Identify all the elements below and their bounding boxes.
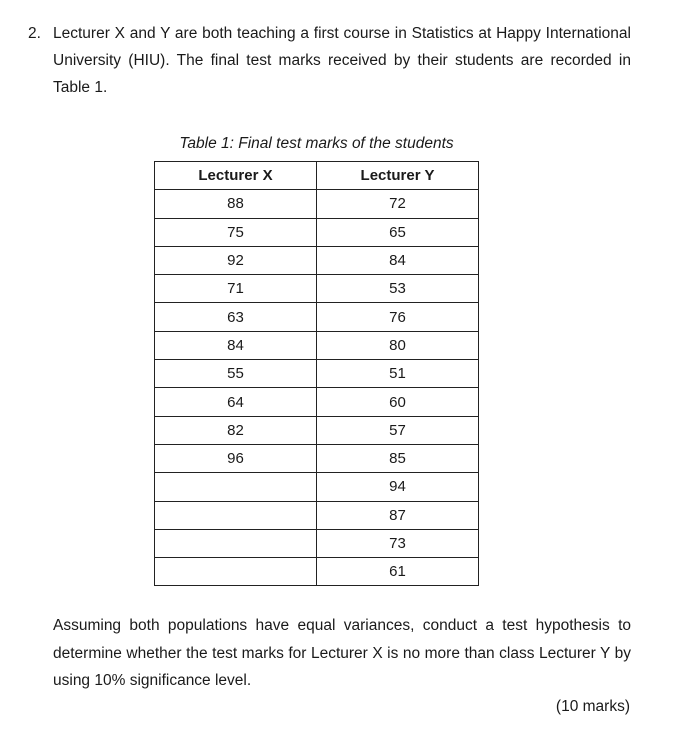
cell-lecturer-y: 87 <box>317 501 479 529</box>
cell-lecturer-y: 76 <box>317 303 479 331</box>
marks-table <box>154 161 479 586</box>
question-number: 2. <box>28 25 41 42</box>
cell-lecturer-x: 82 <box>155 416 317 444</box>
table-row <box>155 275 479 303</box>
table-header-row <box>155 162 479 190</box>
cell-lecturer-y: 73 <box>317 529 479 557</box>
cell-lecturer-y: 85 <box>317 444 479 472</box>
marks-label: (10 marks) <box>555 698 630 715</box>
header-lecturer-y: Lecturer Y <box>317 162 479 190</box>
table-row <box>155 501 479 529</box>
table-row <box>155 218 479 246</box>
cell-lecturer-y: 57 <box>317 416 479 444</box>
cell-lecturer-x <box>155 529 317 557</box>
table-row <box>155 416 479 444</box>
cell-lecturer-x <box>155 501 317 529</box>
table-row <box>155 558 479 586</box>
cell-lecturer-x: 75 <box>155 218 317 246</box>
table-row <box>155 190 479 218</box>
cell-lecturer-x <box>155 473 317 501</box>
header-lecturer-x: Lecturer X <box>155 162 317 190</box>
cell-lecturer-x <box>155 558 317 586</box>
question-text: Lecturer X and Y are both teaching a first course in Statistics at Happy International University (HIU). The final test marks received by their students are recorded in Table 1. <box>53 25 631 96</box>
table-row <box>155 473 479 501</box>
cell-lecturer-x: 64 <box>155 388 317 416</box>
cell-lecturer-y: 60 <box>317 388 479 416</box>
cell-lecturer-x: 96 <box>155 444 317 472</box>
table-caption: Table 1: Final test marks of the students <box>179 135 454 152</box>
table-row <box>155 331 479 359</box>
cell-lecturer-x: 92 <box>155 246 317 274</box>
cell-lecturer-y: 53 <box>317 275 479 303</box>
table-row <box>155 360 479 388</box>
cell-lecturer-y: 51 <box>317 360 479 388</box>
cell-lecturer-y: 84 <box>317 246 479 274</box>
cell-lecturer-y: 65 <box>317 218 479 246</box>
cell-lecturer-x: 84 <box>155 331 317 359</box>
table-row <box>155 388 479 416</box>
cell-lecturer-x: 63 <box>155 303 317 331</box>
cell-lecturer-x: 55 <box>155 360 317 388</box>
cell-lecturer-y: 61 <box>317 558 479 586</box>
cell-lecturer-x: 88 <box>155 190 317 218</box>
instruction-text: Assuming both populations have equal variances, conduct a test hypothesis to determine whether the test marks for Lecturer X is no more than class Lecturer Y by using 10% significance level. <box>53 617 631 689</box>
cell-lecturer-y: 94 <box>317 473 479 501</box>
table-row <box>155 246 479 274</box>
cell-lecturer-y: 72 <box>317 190 479 218</box>
table-row <box>155 444 479 472</box>
table-body <box>155 190 479 586</box>
cell-lecturer-x: 71 <box>155 275 317 303</box>
cell-lecturer-y: 80 <box>317 331 479 359</box>
table-row <box>155 529 479 557</box>
table-row <box>155 303 479 331</box>
